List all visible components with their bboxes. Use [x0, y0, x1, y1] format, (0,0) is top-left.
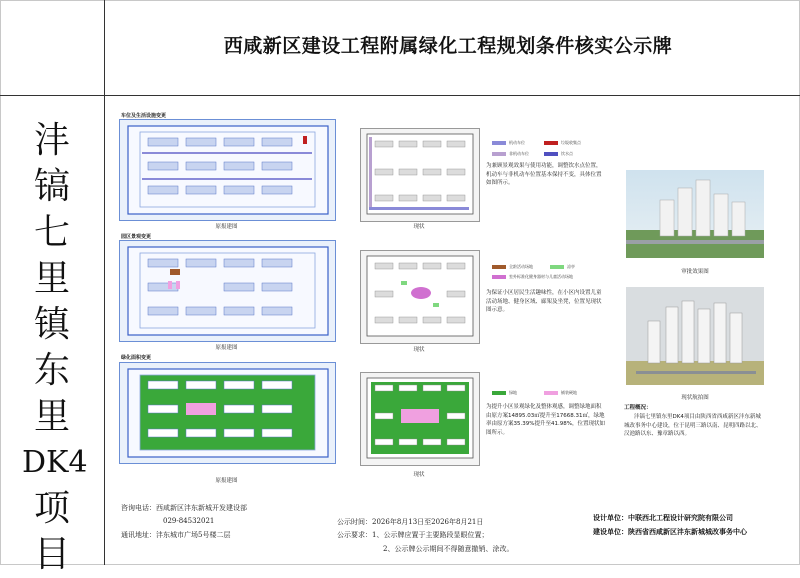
- publicity-time: 公示时间：2026年8月13日至2026年8月21日: [337, 518, 484, 526]
- section-label-landscape: 园区景观变更: [121, 234, 152, 240]
- project-name-char: 里: [33, 396, 70, 437]
- status-drawing-landscape: [360, 250, 480, 344]
- current-aerial-caption: 现状航拍图: [681, 395, 709, 401]
- status-drawing: [361, 251, 479, 343]
- description-parking: 为兼顾景观效果与使用功能，调整饮水点位置，机动车与非机动车位置基本保持不变，具体位置如图所示。: [486, 163, 602, 186]
- plan-drawing: [120, 363, 335, 463]
- status-caption-landscape: 现状: [413, 347, 425, 353]
- description-landscape: 为保证小区居民生活趣味性，在小区内设置儿童活动场地、健身区域、廊架及坐凳，位置见现状图示意。: [486, 290, 602, 313]
- legend-item: 非机动车位: [492, 151, 544, 157]
- legend-item: 垃圾收集点: [544, 140, 596, 146]
- project-name-char: 里: [33, 258, 70, 299]
- plan-drawing: [120, 241, 335, 341]
- legend-item: 全龄活动场地: [492, 264, 550, 270]
- consult-phone: 咨询电话：西咸新区沣东新城开发建设部: [121, 504, 247, 512]
- legend-item: 室外标准化健身器材与儿童活动场地: [492, 274, 604, 280]
- legend-item: 铺装硬地: [544, 390, 596, 396]
- status-drawing: [361, 373, 479, 465]
- legend-item: 凉亭: [550, 264, 602, 270]
- plan-caption-green-area: 原报建图: [215, 478, 238, 484]
- project-name-char: 镇: [33, 304, 70, 345]
- project-name-char: DK4: [22, 445, 88, 480]
- aerial-image: [626, 287, 764, 385]
- plan-drawing: [120, 120, 335, 220]
- plan-caption-parking: 原报建图: [215, 224, 238, 230]
- project-name-char: 目: [33, 534, 70, 575]
- mailing-address: 通讯地址：沣东城市广场5号楼二层: [121, 531, 231, 539]
- phone-number: 029-84532021: [163, 517, 215, 525]
- legend-green-area: [492, 390, 602, 396]
- design-unit: 设计单位：中联西北工程设计研究院有限公司: [593, 514, 733, 522]
- description-green-area: 为提升小区景观绿化及整体观感，调整绿地面积由原方案14895.03㎡提升至17668.31㎡，绿地率由原方案35.39%提升至41.98%，位置现状如图所示。: [486, 404, 605, 436]
- project-name-vertical: [22, 118, 88, 578]
- status-caption-parking: 现状: [413, 224, 425, 230]
- project-name-char: 东: [33, 350, 70, 391]
- legend-parking: [492, 140, 602, 157]
- divider-horizontal: [0, 95, 800, 96]
- section-label-parking: 车位及生活设施变更: [121, 113, 167, 119]
- publicity-requirement-2: 2、公示牌公示期间不得随意撤销、涂改。: [383, 545, 514, 553]
- original-plan-green-area: [119, 362, 336, 464]
- aerial-rendering-photo: [626, 170, 764, 258]
- project-name-char: 镐: [33, 166, 70, 207]
- board-title: 西咸新区建设工程附属绿化工程规划条件核实公示牌: [223, 35, 673, 57]
- status-drawing-parking: [360, 128, 480, 222]
- status-drawing-green-area: [360, 372, 480, 466]
- section-label-green-area: 绿化面积变更: [121, 355, 152, 361]
- project-name-char: 七: [33, 212, 70, 253]
- legend-item: 饮水点: [544, 151, 596, 157]
- legend-landscape: [492, 264, 604, 280]
- original-plan-parking: [119, 119, 336, 221]
- current-aerial-photo: [626, 287, 764, 385]
- status-caption-green-area: 现状: [413, 472, 425, 478]
- overview-text: 沣镐七里镇东里DK4项目由陕西省西咸新区沣东新城城改事务中心建设，位于昆明三路以南、昆明四路以北、汉池路以东、豫章路以西。: [624, 414, 762, 437]
- divider-vertical: [104, 0, 105, 565]
- project-name-char: 项: [33, 488, 70, 529]
- legend-item: 机动车位: [492, 140, 544, 146]
- build-unit: 建设单位：陕西省西咸新区沣东新城城改事务中心: [593, 528, 747, 536]
- legend-item: 绿地: [492, 390, 544, 396]
- plan-caption-landscape: 原报建图: [215, 345, 238, 351]
- project-name-char: 沣: [33, 120, 70, 161]
- publicity-requirement-1: 公示要求：1、公示牌应置于主要路段显眼位置；: [337, 531, 489, 539]
- rendering-image: [626, 170, 764, 258]
- overview-heading: 工程概况：: [624, 405, 652, 411]
- status-drawing: [361, 129, 479, 221]
- original-plan-landscape: [119, 240, 336, 342]
- aerial-rendering-caption: 审批效果图: [681, 269, 709, 275]
